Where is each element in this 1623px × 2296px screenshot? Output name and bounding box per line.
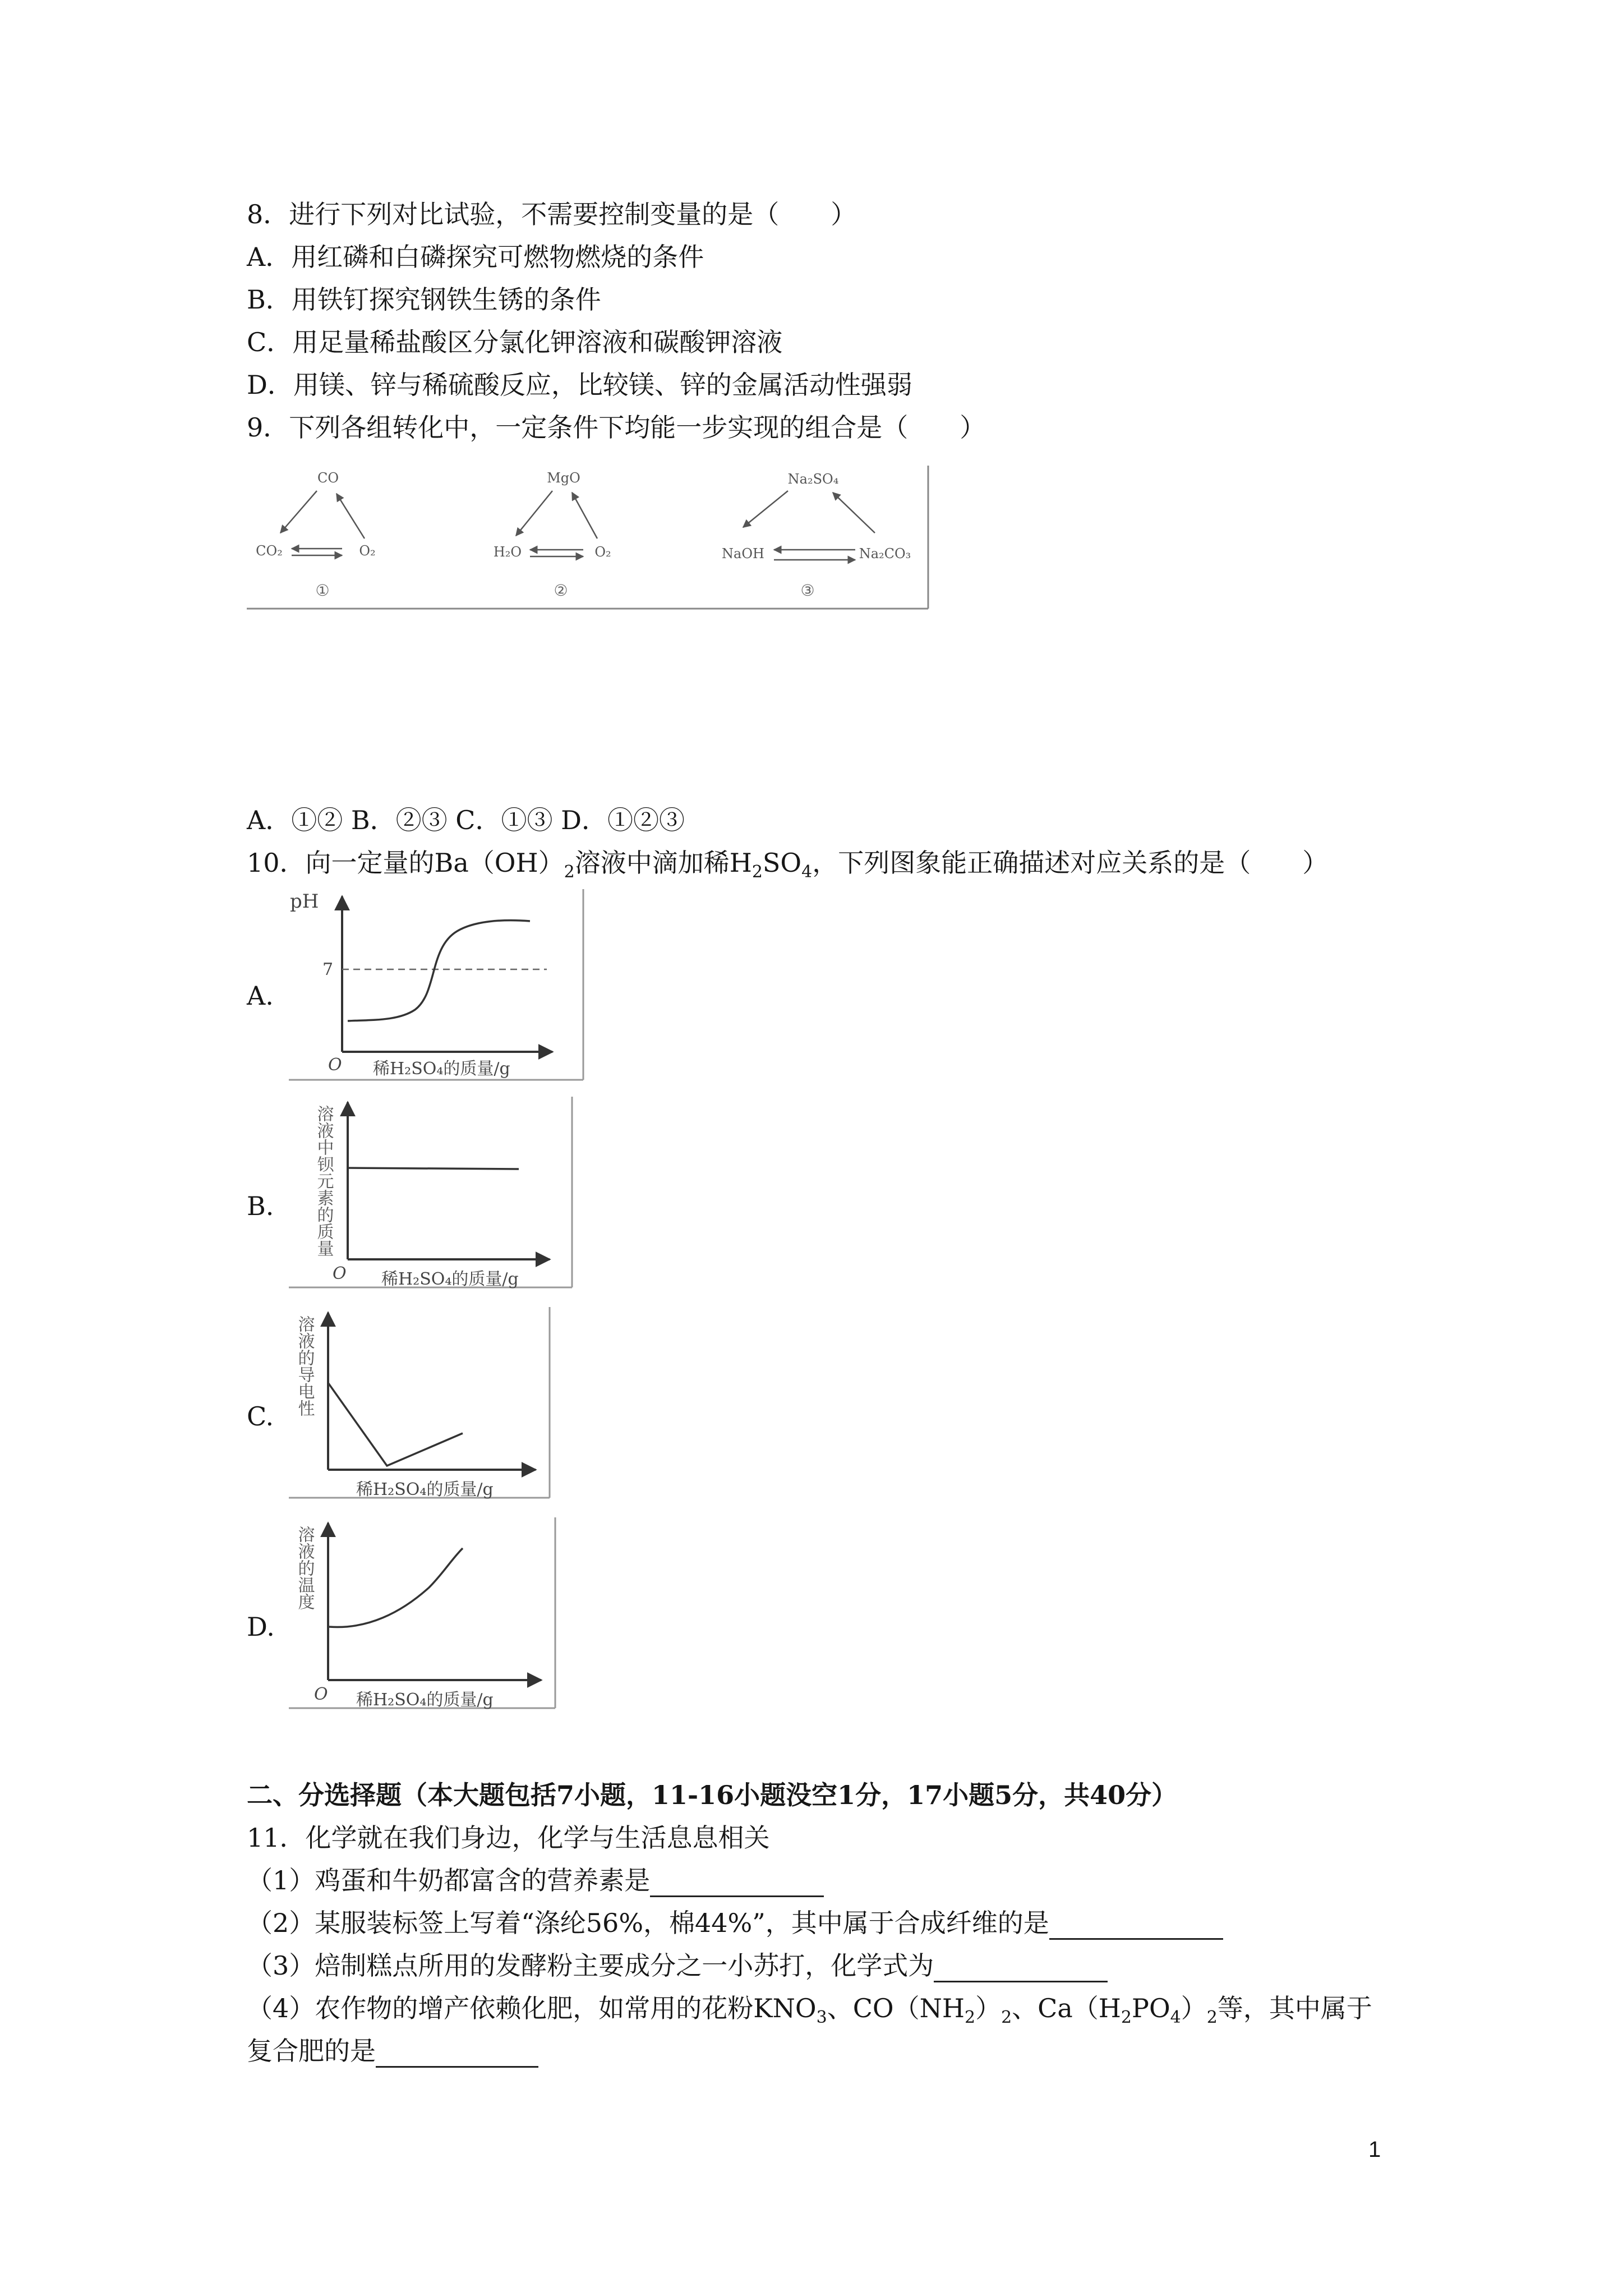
cycle-1-top: CO — [317, 470, 339, 486]
cycle-1 — [256, 470, 375, 600]
q10-option-b-label: B. — [247, 1191, 274, 1221]
cycle-2-label: ② — [554, 581, 568, 600]
cycle-3-top: Na₂SO₄ — [787, 471, 839, 487]
cycle-3-label: ③ — [800, 581, 815, 600]
cycle-3-right: Na₂CO₃ — [859, 546, 911, 562]
q10-graph-b — [289, 1094, 575, 1290]
answer-blank-1[interactable] — [650, 1867, 824, 1897]
graph-a-origin: O — [328, 1055, 342, 1075]
q9-conversion-figure — [247, 466, 931, 611]
q9-stem: 9．下列各组转化中，一定条件下均能一步实现的组合是（ ） — [247, 412, 986, 443]
q10-graph-d — [289, 1515, 558, 1711]
answer-blank-4[interactable] — [376, 2038, 538, 2068]
q8-option-a: A．用红磷和白磷探究可燃物燃烧的条件 — [247, 242, 704, 272]
q8-option-b: B．用铁钉探究钢铁生锈的条件 — [247, 284, 601, 315]
graph-c-line — [328, 1383, 463, 1466]
q11-part1: （1）鸡蛋和牛奶都富含的营养素是 — [247, 1864, 824, 1897]
q10-graph-c — [289, 1304, 552, 1501]
cycle-2-right: O₂ — [594, 544, 611, 560]
q8-option-d: D．用镁、锌与稀硫酸反应，比较镁、锌的金属活动性强弱 — [247, 370, 912, 400]
q9-answer-options: A．①② B．②③ C．①③ D．①②③ — [247, 805, 685, 835]
q10-option-c-label: C. — [247, 1401, 274, 1432]
answer-blank-2[interactable] — [1049, 1910, 1223, 1940]
cycle-2-top: MgO — [547, 470, 580, 486]
q11-part4-line2: 复合肥的是 — [247, 2034, 538, 2068]
q11-part2: （2）某服装标签上写着“涤纶56%，棉44%”，其中属于合成纤维的是 — [247, 1906, 1223, 1940]
cycle-2 — [494, 470, 611, 600]
cycle-3-left: NaOH — [722, 546, 764, 562]
graph-a-xlabel: 稀H₂SO₄的质量/g — [373, 1059, 510, 1079]
section-2-heading: 二、分选择题（本大题包括7小题，11-16小题没空1分，17小题5分，共40分） — [247, 1780, 1178, 1810]
graph-a-ref-label: 7 — [322, 960, 334, 979]
graph-b-line — [348, 1168, 519, 1169]
q10-option-a-label: A. — [247, 981, 274, 1011]
q11-part3: （3）焙制糕点所用的发酵粉主要成分之一小苏打，化学式为 — [247, 1949, 1108, 1982]
page-number: 1 — [1368, 2137, 1381, 2162]
q8-option-c: C．用足量稀盐酸区分氯化钾溶液和碳酸钾溶液 — [247, 327, 783, 357]
graph-b-origin: O — [333, 1264, 347, 1283]
graph-d-xlabel: 稀H₂SO₄的质量/g — [356, 1690, 494, 1710]
graph-d-ylabel: 溶液的温度 — [294, 1526, 315, 1610]
q10-option-d-label: D. — [247, 1612, 275, 1642]
q10-stem: 10．向一定量的$Ba(OH)_2$溶液中滴加稀$H_2SO_4$，下列图象能正确描述对应关系的是（ ） — [247, 848, 1329, 882]
cycle-1-label: ① — [315, 581, 330, 600]
graph-d-curve — [329, 1548, 463, 1627]
q10-graph-a — [289, 886, 586, 1083]
cycle-3 — [722, 471, 911, 600]
graph-c-xlabel: 稀H₂SO₄的质量/g — [356, 1480, 494, 1499]
cycle-1-right: O₂ — [359, 543, 376, 559]
graph-a-curve — [348, 921, 530, 1021]
graph-b-ylabel: 溶液中钡元素的质量 — [313, 1105, 334, 1257]
q11-stem: 11．化学就在我们身边，化学与生活息息相关 — [247, 1823, 770, 1853]
q11-part4: （4）农作物的增产依赖化肥，如常用的花粉$KNO_3$、$CO(NH_2)_2$、$Ca(H_2PO_4)_2$等，其中属于 — [247, 1993, 1372, 2027]
cycle-2-left: H₂O — [493, 544, 522, 560]
answer-blank-3[interactable] — [934, 1953, 1108, 1982]
graph-d-origin: O — [314, 1685, 328, 1704]
cycle-1-left: CO₂ — [256, 543, 283, 559]
q8-stem: 8．进行下列对比试验，不需要控制变量的是（ ） — [247, 199, 857, 229]
graph-a-ylabel: pH — [290, 890, 319, 913]
graph-b-xlabel: 稀H₂SO₄的质量/g — [381, 1269, 519, 1289]
graph-c-ylabel: 溶液的导电性 — [294, 1315, 315, 1416]
